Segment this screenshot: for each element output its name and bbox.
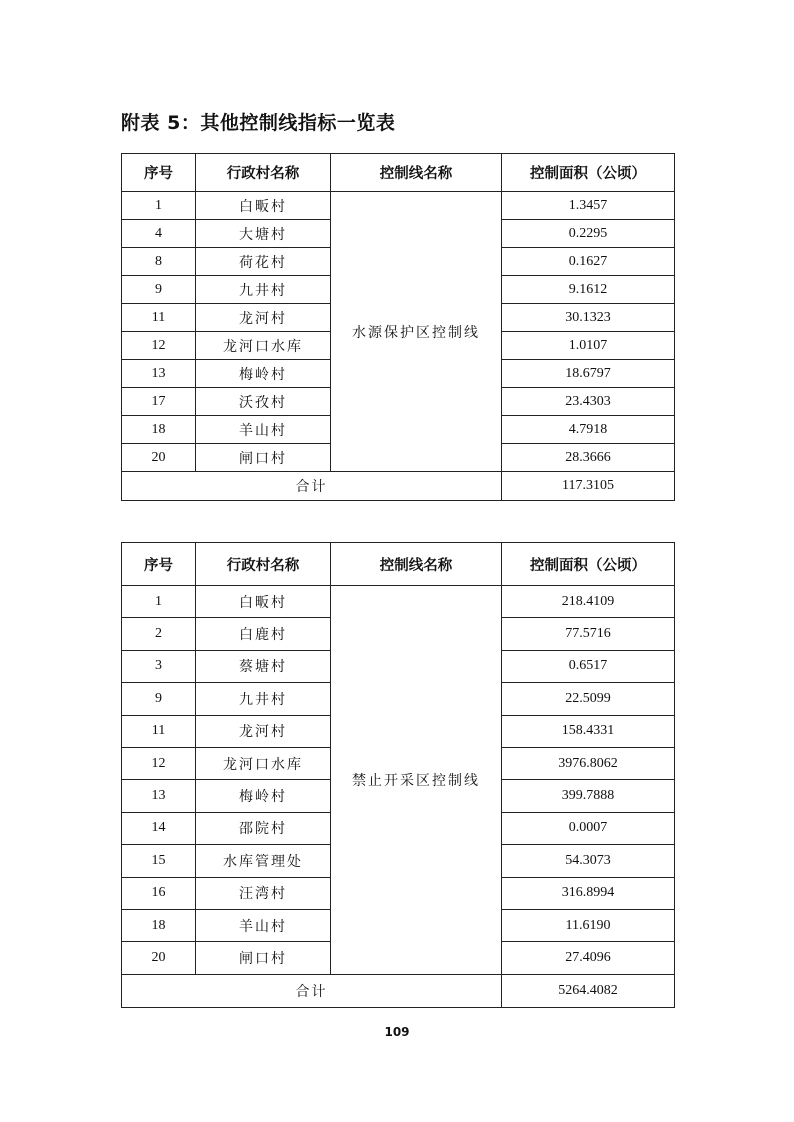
row-area: 22.5099: [502, 683, 675, 715]
row-no: 20: [122, 444, 196, 472]
row-no: 11: [122, 304, 196, 332]
table-header-row: [122, 154, 675, 192]
row-village: 龙河村: [196, 304, 331, 332]
row-no: 1: [122, 192, 196, 220]
row-no: 2: [122, 618, 196, 650]
header-village: 行政村名称: [196, 543, 331, 586]
row-no: 20: [122, 942, 196, 974]
row-area: 23.4303: [502, 388, 675, 416]
row-no: 13: [122, 360, 196, 388]
row-no: 18: [122, 909, 196, 941]
table-header-row: [122, 543, 675, 586]
row-no: 16: [122, 877, 196, 909]
row-area: 30.1323: [502, 304, 675, 332]
row-no: 8: [122, 248, 196, 276]
row-area: 18.6797: [502, 360, 675, 388]
row-area: 399.7888: [502, 780, 675, 812]
row-village: 大塘村: [196, 220, 331, 248]
row-no: 12: [122, 332, 196, 360]
header-area: 控制面积（公顷）: [502, 543, 675, 586]
total-value: 5264.4082: [502, 974, 675, 1007]
header-no: 序号: [122, 543, 196, 586]
row-area: 3976.8062: [502, 747, 675, 779]
row-no: 14: [122, 812, 196, 844]
row-village: 龙河口水库: [196, 747, 331, 779]
row-no: 1: [122, 586, 196, 618]
control-line-name: 禁止开采区控制线: [331, 586, 502, 975]
row-area: 1.0107: [502, 332, 675, 360]
header-area: 控制面积（公顷）: [502, 154, 675, 192]
row-village: 羊山村: [196, 909, 331, 941]
row-area: 54.3073: [502, 845, 675, 877]
row-area: 27.4096: [502, 942, 675, 974]
row-no: 12: [122, 747, 196, 779]
row-village: 闸口村: [196, 444, 331, 472]
row-area: 9.1612: [502, 276, 675, 304]
row-village: 龙河村: [196, 715, 331, 747]
row-village: 龙河口水库: [196, 332, 331, 360]
row-village: 九井村: [196, 683, 331, 715]
page-title: 附表 5：其他控制线指标一览表: [121, 112, 396, 134]
header-control-line: 控制线名称: [331, 154, 502, 192]
page-number: 109: [384, 1025, 410, 1039]
row-no: 15: [122, 845, 196, 877]
row-no: 17: [122, 388, 196, 416]
row-village: 白畈村: [196, 192, 331, 220]
row-village: 羊山村: [196, 416, 331, 444]
total-label: 合计: [122, 472, 502, 501]
row-area: 11.6190: [502, 909, 675, 941]
row-village: 邵院村: [196, 812, 331, 844]
row-area: 218.4109: [502, 586, 675, 618]
row-village: 白鹿村: [196, 618, 331, 650]
row-area: 77.5716: [502, 618, 675, 650]
row-area: 0.0007: [502, 812, 675, 844]
row-no: 4: [122, 220, 196, 248]
row-no: 3: [122, 650, 196, 682]
total-value: 117.3105: [502, 472, 675, 501]
row-village: 九井村: [196, 276, 331, 304]
row-no: 9: [122, 276, 196, 304]
row-no: 11: [122, 715, 196, 747]
row-area: 0.1627: [502, 248, 675, 276]
table-row: [122, 192, 675, 220]
row-village: 蔡塘村: [196, 650, 331, 682]
row-area: 0.2295: [502, 220, 675, 248]
control-line-name: 水源保护区控制线: [331, 192, 502, 472]
total-row: [122, 974, 675, 1007]
row-village: 沃孜村: [196, 388, 331, 416]
water-source-control-table: [121, 153, 675, 501]
total-row: [122, 472, 675, 501]
row-area: 316.8994: [502, 877, 675, 909]
row-village: 水库管理处: [196, 845, 331, 877]
row-village: 汪湾村: [196, 877, 331, 909]
header-village: 行政村名称: [196, 154, 331, 192]
mining-prohibited-control-table: [121, 542, 675, 1008]
row-no: 18: [122, 416, 196, 444]
row-village: 白畈村: [196, 586, 331, 618]
row-village: 梅岭村: [196, 780, 331, 812]
row-no: 9: [122, 683, 196, 715]
row-area: 0.6517: [502, 650, 675, 682]
row-village: 闸口村: [196, 942, 331, 974]
row-area: 1.3457: [502, 192, 675, 220]
table-row: [122, 586, 675, 618]
row-village: 梅岭村: [196, 360, 331, 388]
row-village: 荷花村: [196, 248, 331, 276]
row-area: 4.7918: [502, 416, 675, 444]
row-area: 158.4331: [502, 715, 675, 747]
row-no: 13: [122, 780, 196, 812]
header-no: 序号: [122, 154, 196, 192]
row-area: 28.3666: [502, 444, 675, 472]
total-label: 合计: [122, 974, 502, 1007]
header-control-line: 控制线名称: [331, 543, 502, 586]
